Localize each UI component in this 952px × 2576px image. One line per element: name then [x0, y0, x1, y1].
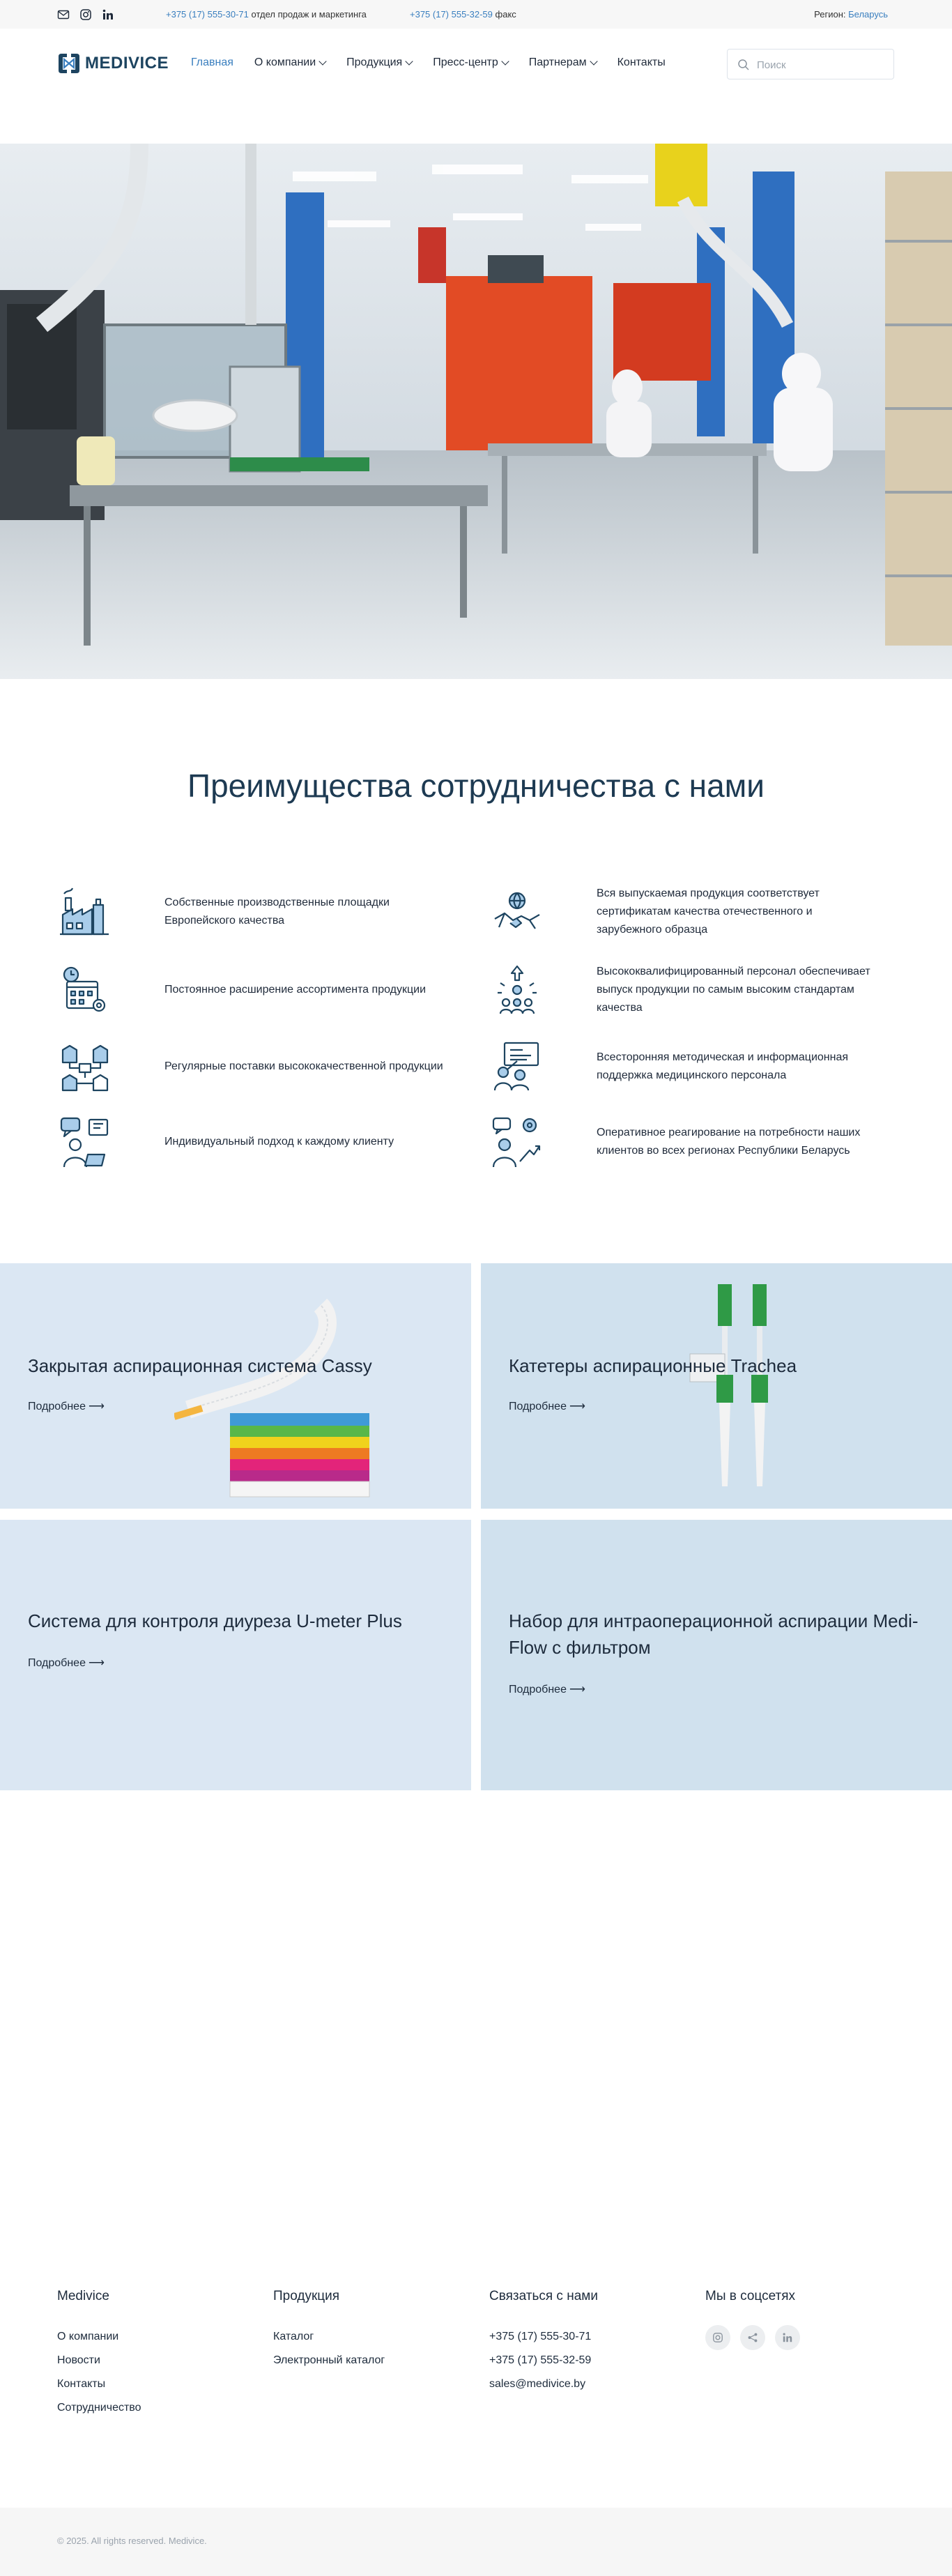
footer-link-cooperation[interactable]: Сотрудничество	[57, 2402, 141, 2414]
card-more-label: Подробнее	[509, 1401, 567, 1412]
region-value-link[interactable]: Беларусь	[848, 9, 888, 20]
card-more-label: Подробнее	[509, 1684, 567, 1695]
linkedin-icon[interactable]	[775, 2325, 800, 2350]
share-icon[interactable]	[740, 2325, 765, 2350]
arrow-right-icon: ⟶	[569, 1684, 585, 1695]
advantage-text: Вся выпускаемая продукция соответствует сертификатам качества отечественного и зарубежного образца	[597, 887, 820, 936]
advantage-item	[57, 1039, 447, 1095]
team-growth-icon	[489, 962, 545, 1018]
footer-link-ecatalog[interactable]: Электронный каталог	[273, 2354, 385, 2366]
footer-link-catalog[interactable]: Каталог	[273, 2331, 314, 2342]
top-social-icons	[57, 8, 114, 21]
product-card-trachea[interactable]	[481, 1263, 952, 1509]
copyright-bar	[0, 2508, 952, 2576]
advantage-text: Регулярные поставки высококачественной продукции	[164, 1060, 443, 1072]
product-card-cassy[interactable]	[0, 1263, 471, 1509]
nav-item-home[interactable]	[191, 56, 233, 69]
advantage-text: Всесторонняя методическая и информационная поддержка медицинского персонала	[597, 1051, 849, 1081]
card-more-link[interactable]	[28, 1399, 105, 1413]
sales-phone-link[interactable]: +375 (17) 555-30-71	[166, 9, 249, 20]
footer-link-news[interactable]: Новости	[57, 2354, 100, 2366]
card-more-label: Подробнее	[28, 1401, 86, 1412]
card-more-link[interactable]	[509, 1682, 585, 1696]
chevron-down-icon	[501, 57, 509, 65]
arrow-right-icon: ⟶	[88, 1401, 105, 1412]
site-header	[0, 29, 952, 98]
nav-label: Главная	[191, 56, 233, 68]
advantage-text: Собственные производственные площадки Европейского качества	[164, 897, 390, 927]
logo-mark-icon	[57, 52, 81, 75]
fax-phone-link[interactable]: +375 (17) 555-32-59	[410, 9, 493, 20]
nav-item-partners[interactable]	[529, 56, 597, 69]
hero-banner-image	[0, 144, 952, 679]
cassy-product-image	[174, 1291, 411, 1500]
instagram-icon[interactable]	[705, 2325, 730, 2350]
card-title: Система для контроля диуреза U-meter Plus	[28, 1610, 402, 1631]
footer-social-icons	[705, 2325, 800, 2350]
chevron-down-icon	[590, 57, 597, 65]
calendar-gear-icon	[57, 962, 113, 1018]
card-title: Катетеры аспирационные Trachea	[509, 1355, 797, 1376]
advantage-item	[489, 1039, 880, 1095]
instagram-icon[interactable]	[79, 8, 92, 21]
advantage-item	[489, 884, 880, 940]
chevron-down-icon	[406, 57, 413, 65]
region-selector	[814, 9, 888, 20]
footer-col-contact	[489, 2289, 598, 2396]
nav-label: Пресс-центр	[433, 56, 498, 68]
mail-icon[interactable]	[57, 8, 70, 21]
logo-text: MEDIVICE	[85, 54, 169, 73]
footer-link-phone2[interactable]: +375 (17) 555-32-59	[489, 2354, 592, 2366]
sales-phone-desc: отдел продаж и маркетинга	[251, 9, 367, 20]
advantage-item	[57, 1114, 447, 1170]
nav-item-about[interactable]	[254, 56, 325, 69]
advantage-item	[57, 962, 447, 1018]
client-chat-icon	[57, 1114, 113, 1170]
delivery-network-icon	[57, 1039, 113, 1095]
footer-col-title: Мы в соцсетях	[705, 2289, 796, 2303]
response-gear-icon	[489, 1114, 545, 1170]
sales-phone	[166, 9, 367, 20]
advantage-text: Индивидуальный подход к каждому клиенту	[164, 1136, 394, 1148]
trachea-product-image	[683, 1284, 794, 1493]
nav-label: Продукция	[346, 56, 403, 68]
footer-link-email[interactable]: sales@medivice.by	[489, 2378, 586, 2390]
advantage-text: Постоянное расширение ассортимента продукции	[164, 984, 427, 996]
copyright-text: © 2025. All rights reserved. Medivice.	[57, 2536, 207, 2546]
main-nav	[191, 56, 666, 69]
handshake-globe-icon	[489, 884, 545, 940]
product-card-mediflow[interactable]	[481, 1520, 952, 1790]
nav-item-products[interactable]	[346, 56, 412, 69]
advantage-item	[57, 884, 447, 940]
advantage-item	[489, 962, 880, 1018]
nav-label: Партнерам	[528, 56, 587, 68]
fax-phone	[410, 9, 516, 20]
advantage-text: Оперативное реагирование на потребности наших клиентов во всех регионах Республики Беларусь	[597, 1127, 861, 1157]
footer-col-title: Продукция	[273, 2289, 340, 2303]
linkedin-icon[interactable]	[102, 8, 114, 21]
search-icon	[737, 59, 750, 71]
factory-icon	[57, 884, 113, 940]
nav-item-contacts[interactable]	[617, 56, 666, 69]
card-more-link[interactable]	[28, 1656, 105, 1670]
footer-link-phone1[interactable]: +375 (17) 555-30-71	[489, 2331, 592, 2342]
nav-item-press[interactable]	[433, 56, 508, 69]
footer-col-social	[705, 2289, 800, 2350]
nav-label: О компании	[254, 56, 316, 68]
advantages-title: Преимущества сотрудничества с нами	[187, 768, 765, 804]
footer-col-title: Связаться с нами	[489, 2289, 598, 2303]
footer-link-about[interactable]: О компании	[57, 2331, 119, 2342]
advantage-item	[489, 1114, 880, 1170]
footer-link-contacts[interactable]: Контакты	[57, 2378, 106, 2390]
top-bar	[0, 0, 952, 29]
region-label: Регион:	[814, 9, 846, 20]
card-title: Закрытая аспирационная система Cassy	[28, 1355, 372, 1376]
chevron-down-icon	[318, 57, 326, 65]
search-box	[727, 49, 894, 79]
advantage-text: Высококвалифицированный персонал обеспечивает выпуск продукции по самым высоким стандартам качества	[597, 966, 870, 1014]
arrow-right-icon: ⟶	[88, 1657, 105, 1669]
arrow-right-icon: ⟶	[569, 1401, 585, 1412]
card-more-label: Подробнее	[28, 1657, 86, 1669]
card-more-link[interactable]	[509, 1399, 585, 1413]
footer-col-title: Medivice	[57, 2289, 109, 2303]
fax-phone-desc: факс	[495, 9, 516, 20]
card-title: Набор для интраоперационной аспирации Medi-Flow с фильтром	[509, 1610, 919, 1658]
logo[interactable]	[57, 52, 169, 75]
presentation-icon	[489, 1039, 545, 1095]
nav-label: Контакты	[617, 56, 666, 68]
product-card-umeter[interactable]	[0, 1520, 471, 1790]
footer-col-products	[273, 2289, 385, 2372]
footer-col-company	[57, 2289, 141, 2420]
search-input[interactable]	[757, 56, 882, 73]
